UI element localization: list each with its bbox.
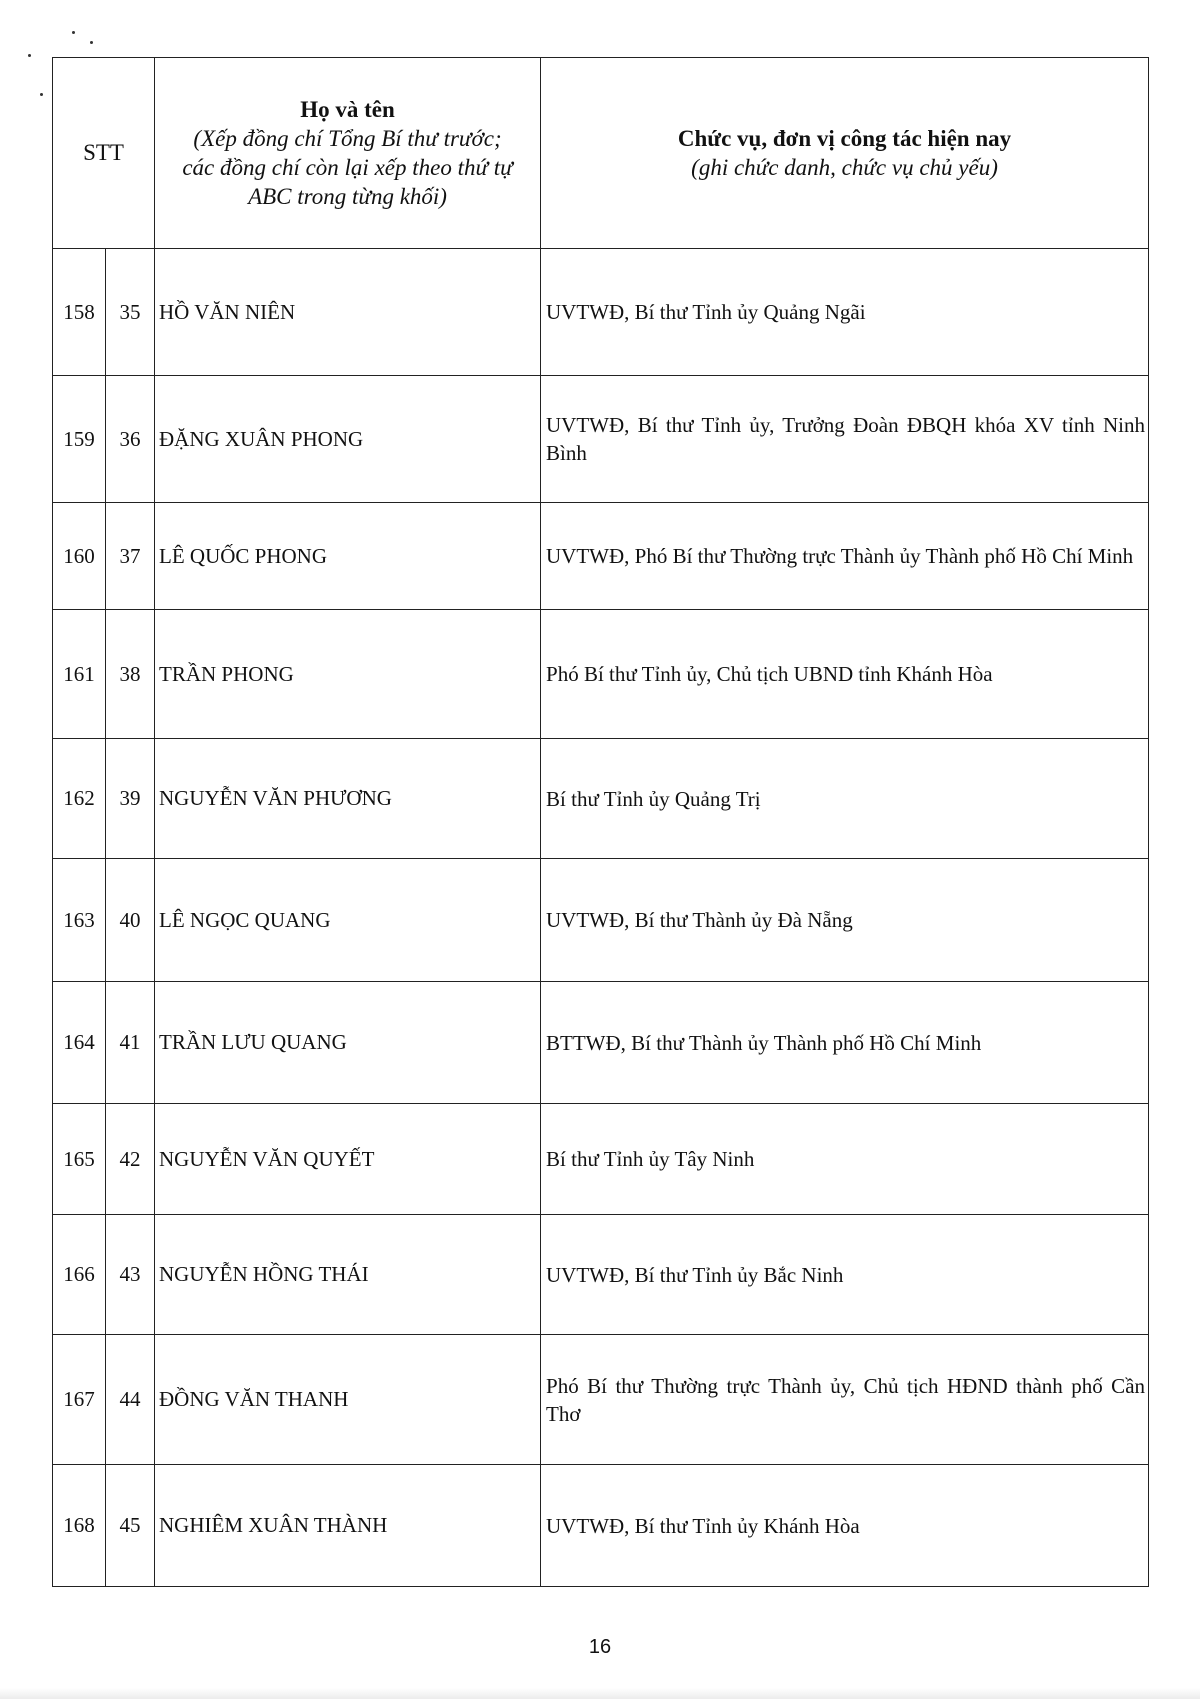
row-number: 163 [53, 859, 106, 982]
row-position: Bí thư Tỉnh ủy Quảng Trị [541, 739, 1149, 859]
table-row [53, 503, 1149, 610]
row-sub-number: 39 [106, 739, 155, 859]
row-position: Phó Bí thư Thường trực Thành ủy, Chủ tịch HĐND thành phố Cần Thơ [541, 1335, 1149, 1465]
row-position: UVTWĐ, Phó Bí thư Thường trực Thành ủy Thành phố Hồ Chí Minh [541, 503, 1149, 610]
row-number: 158 [53, 249, 106, 376]
row-number: 167 [53, 1335, 106, 1465]
row-position: Phó Bí thư Tỉnh ủy, Chủ tịch UBND tỉnh Khánh Hòa [541, 610, 1149, 739]
header-position-title: Chức vụ, đơn vị công tác hiện nay [677, 126, 1012, 151]
scan-speck [90, 41, 93, 44]
scan-edge [0, 1688, 1200, 1699]
row-sub-number: 38 [106, 610, 155, 739]
header-name-note: (Xếp đồng chí Tổng Bí thư trước; các đồng chí còn lại xếp theo thứ tự ABC trong từng khối) [182, 126, 513, 209]
table-row [53, 739, 1149, 859]
table-row [53, 1215, 1149, 1335]
row-number: 166 [53, 1215, 106, 1335]
scan-speck [28, 54, 31, 57]
row-name: TRẦN LƯU QUANG [155, 982, 541, 1104]
header-stt: STT [53, 58, 155, 249]
table-row [53, 982, 1149, 1104]
row-name: HỒ VĂN NIÊN [155, 249, 541, 376]
row-position: BTTWĐ, Bí thư Thành ủy Thành phố Hồ Chí Minh [541, 982, 1149, 1104]
row-name: TRẦN PHONG [155, 610, 541, 739]
row-name: NGUYỄN HỒNG THÁI [155, 1215, 541, 1335]
row-sub-number: 45 [106, 1465, 155, 1587]
row-sub-number: 43 [106, 1215, 155, 1335]
row-name: NGHIÊM XUÂN THÀNH [155, 1465, 541, 1587]
table-row [53, 376, 1149, 503]
table-row [53, 610, 1149, 739]
row-sub-number: 37 [106, 503, 155, 610]
row-sub-number: 41 [106, 982, 155, 1104]
page-number: 16 [588, 1636, 612, 1658]
roster-table [52, 57, 1149, 1587]
row-number: 165 [53, 1104, 106, 1215]
row-sub-number: 44 [106, 1335, 155, 1465]
row-name: ĐỒNG VĂN THANH [155, 1335, 541, 1465]
table-row [53, 1104, 1149, 1215]
row-name: LÊ QUỐC PHONG [155, 503, 541, 610]
row-number: 159 [53, 376, 106, 503]
scan-speck [72, 31, 75, 34]
row-sub-number: 40 [106, 859, 155, 982]
header-position-note: (ghi chức danh, chức vụ chủ yếu) [691, 155, 998, 180]
scan-speck [40, 93, 43, 96]
row-number: 164 [53, 982, 106, 1104]
row-name: NGUYỄN VĂN QUYẾT [155, 1104, 541, 1215]
row-number: 161 [53, 610, 106, 739]
row-number: 168 [53, 1465, 106, 1587]
table-row [53, 859, 1149, 982]
row-sub-number: 42 [106, 1104, 155, 1215]
row-position: UVTWĐ, Bí thư Tỉnh ủy Khánh Hòa [541, 1465, 1149, 1587]
row-sub-number: 36 [106, 376, 155, 503]
row-position: UVTWĐ, Bí thư Tỉnh ủy Quảng Ngãi [541, 249, 1149, 376]
row-position: UVTWĐ, Bí thư Tỉnh ủy, Trưởng Đoàn ĐBQH khóa XV tỉnh Ninh Bình [541, 376, 1149, 503]
header-name-title: Họ và tên [300, 97, 395, 122]
row-number: 160 [53, 503, 106, 610]
table-row [53, 249, 1149, 376]
row-position: Bí thư Tỉnh ủy Tây Ninh [541, 1104, 1149, 1215]
row-position: UVTWĐ, Bí thư Thành ủy Đà Nẵng [541, 859, 1149, 982]
header-position-column [541, 58, 1149, 249]
table-row [53, 1335, 1149, 1465]
row-sub-number: 35 [106, 249, 155, 376]
table-header-row [53, 58, 1149, 249]
row-position: UVTWĐ, Bí thư Tỉnh ủy Bắc Ninh [541, 1215, 1149, 1335]
row-name: ĐẶNG XUÂN PHONG [155, 376, 541, 503]
row-name: LÊ NGỌC QUANG [155, 859, 541, 982]
row-name: NGUYỄN VĂN PHƯƠNG [155, 739, 541, 859]
header-name-column [155, 58, 541, 249]
table-row [53, 1465, 1149, 1587]
row-number: 162 [53, 739, 106, 859]
